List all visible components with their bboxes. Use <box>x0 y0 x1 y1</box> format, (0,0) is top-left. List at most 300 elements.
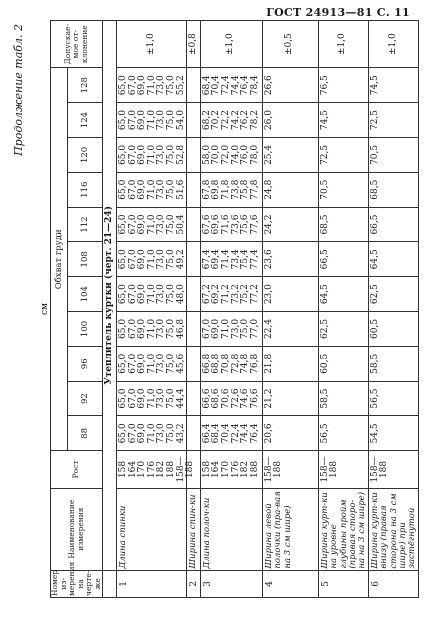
value: 69,0 <box>211 318 222 339</box>
col-header-size: 100 <box>67 312 102 347</box>
rost-value: 182 <box>240 460 251 479</box>
value-cell <box>117 277 187 312</box>
value: 68,2 <box>201 110 212 131</box>
value: 74,8 <box>240 353 251 374</box>
value: 77,6 <box>249 214 260 235</box>
col-header-size: 124 <box>67 103 102 138</box>
value: 67,0 <box>127 284 138 305</box>
value-cell <box>318 68 368 103</box>
value: 71,6 <box>220 214 231 235</box>
value: 74,5 <box>319 110 330 131</box>
value: 55,2 <box>175 75 186 96</box>
value: 70,0 <box>211 144 222 165</box>
table-row <box>200 21 262 598</box>
value: 71,0 <box>146 388 157 409</box>
col-header-size: 96 <box>67 346 102 381</box>
value: 75,0 <box>165 249 176 270</box>
rost-value: 158 <box>201 460 212 479</box>
row-number: 5 <box>318 570 368 597</box>
value-cell <box>318 103 368 138</box>
value: 75,0 <box>165 353 176 374</box>
value-cell <box>200 312 262 347</box>
value: 67,0 <box>127 144 138 165</box>
value: 67,0 <box>201 318 212 339</box>
value: 73,0 <box>156 388 167 409</box>
value: 73,0 <box>156 214 167 235</box>
col-header-rost: Рост <box>51 451 103 488</box>
row-number: 2 <box>187 570 201 597</box>
table-continuation-label: Продолжение табл. 2 <box>12 24 25 156</box>
row-rost <box>262 451 318 488</box>
value-cell <box>200 416 262 451</box>
value: 73,0 <box>156 423 167 444</box>
value-cell <box>318 312 368 347</box>
value: 78,4 <box>249 75 260 96</box>
value: 76,0 <box>240 144 251 165</box>
value-cell <box>262 381 318 416</box>
section-title: Утеплитель куртки (черт. 21—24) <box>103 21 117 571</box>
value: 67,0 <box>127 423 138 444</box>
value: 58,0 <box>201 144 212 165</box>
row-tolerance: ±1,0 <box>117 21 187 68</box>
value: 65,0 <box>118 318 128 339</box>
col-header-name: Наименование измерения <box>51 488 103 570</box>
value: 71,0 <box>146 423 157 444</box>
rost-value: 158 <box>118 460 128 479</box>
value-cell <box>200 242 262 277</box>
value: 70,4 <box>220 423 231 444</box>
value: 72,6 <box>230 388 241 409</box>
value: 60,5 <box>369 318 380 339</box>
value-cell <box>368 242 418 277</box>
value-cell <box>368 207 418 242</box>
value: 71,0 <box>146 318 157 339</box>
value: 70,5 <box>319 179 330 200</box>
value: 54,0 <box>175 110 186 131</box>
value: 67,0 <box>127 110 138 131</box>
value: 67,8 <box>201 179 212 200</box>
rost-value: 158—188 <box>263 456 284 483</box>
value: 75,8 <box>240 179 251 200</box>
value: 74,4 <box>240 423 251 444</box>
value: 72,4 <box>220 75 231 96</box>
col-header-size: 104 <box>67 277 102 312</box>
value-cell <box>117 381 187 416</box>
value-cell <box>187 416 201 451</box>
value-cell <box>117 68 187 103</box>
value: 67,6 <box>201 214 212 235</box>
value: 73,0 <box>156 284 167 305</box>
value: 69,0 <box>137 144 148 165</box>
value: 70,5 <box>369 144 380 165</box>
value: 24,8 <box>263 179 274 200</box>
value: 74,5 <box>369 75 380 96</box>
value: 71,0 <box>146 353 157 374</box>
value: 65,0 <box>118 214 128 235</box>
rost-value: 176 <box>230 460 241 479</box>
value: 75,6 <box>240 214 251 235</box>
value: 67,0 <box>127 249 138 270</box>
value: 64,5 <box>319 284 330 305</box>
value-cell <box>117 312 187 347</box>
table-row <box>262 21 318 598</box>
value: 73,0 <box>156 318 167 339</box>
value: 45,6 <box>175 353 186 374</box>
value: 68,5 <box>369 179 380 200</box>
col-header-group: Обхват груди <box>51 68 68 451</box>
value-cell <box>368 277 418 312</box>
page-header: ГОСТ 24913—81 С. 11 <box>266 6 410 19</box>
value-cell <box>368 68 418 103</box>
row-name: Ширина курт-ки на уровне глубины пройм (правая сторо-на на 3 см шире) <box>318 488 368 570</box>
value-cell <box>318 381 368 416</box>
value: 76,8 <box>249 353 260 374</box>
value: 78,0 <box>249 144 260 165</box>
value-cell <box>262 68 318 103</box>
value-cell <box>200 346 262 381</box>
row-tolerance: ±0,8 <box>187 21 201 68</box>
value: 69,0 <box>137 318 148 339</box>
value: 71,0 <box>146 110 157 131</box>
value-cell <box>200 277 262 312</box>
value: 71,0 <box>146 144 157 165</box>
value-cell <box>262 103 318 138</box>
value-cell <box>262 207 318 242</box>
section-spacer <box>103 570 117 597</box>
value: 68,6 <box>211 388 222 409</box>
value: 69,0 <box>137 179 148 200</box>
value-cell <box>318 172 368 207</box>
value: 67,0 <box>127 214 138 235</box>
value: 68,4 <box>211 423 222 444</box>
row-rost <box>200 451 262 488</box>
value-cell <box>368 416 418 451</box>
value: 71,4 <box>220 249 231 270</box>
value: 75,0 <box>165 284 176 305</box>
value: 65,0 <box>118 144 128 165</box>
value: 23,0 <box>263 284 274 305</box>
value: 60,5 <box>319 353 330 374</box>
value: 75,0 <box>240 318 251 339</box>
value: 56,5 <box>319 423 330 444</box>
value: 67,0 <box>127 179 138 200</box>
rost-value: 158—188 <box>369 456 390 483</box>
rotated-page <box>12 20 418 598</box>
value-cell <box>262 172 318 207</box>
value: 73,4 <box>230 249 241 270</box>
value: 73,0 <box>156 75 167 96</box>
value: 62,5 <box>319 318 330 339</box>
value: 69,6 <box>211 214 222 235</box>
row-name: Ширина спин-ки <box>187 488 201 570</box>
value-cell <box>187 172 201 207</box>
row-name: Ширина курт-ки внизу (правая сторона на 3 см шире) при застёгнутой <box>368 488 418 570</box>
value: 21,2 <box>263 388 274 409</box>
row-tolerance: ±0,5 <box>262 21 318 68</box>
value: 70,2 <box>211 110 222 131</box>
rost-value: 188 <box>249 460 260 479</box>
value: 66,4 <box>201 423 212 444</box>
value: 73,0 <box>156 353 167 374</box>
value-cell <box>187 242 201 277</box>
value: 73,0 <box>156 144 167 165</box>
value: 75,0 <box>165 214 176 235</box>
value: 75,0 <box>165 110 176 131</box>
value: 56,5 <box>369 388 380 409</box>
value-cell <box>318 242 368 277</box>
value-cell <box>117 207 187 242</box>
value: 67,0 <box>127 353 138 374</box>
value-cell <box>368 346 418 381</box>
value: 65,0 <box>118 284 128 305</box>
value-cell <box>262 416 318 451</box>
col-header-size: 92 <box>67 381 102 416</box>
value-cell <box>368 103 418 138</box>
value-cell <box>368 381 418 416</box>
value: 72,2 <box>220 110 231 131</box>
value-cell <box>117 416 187 451</box>
table-row <box>117 21 187 598</box>
table-row <box>318 21 368 598</box>
value: 75,0 <box>165 318 176 339</box>
row-name: Длина спинки <box>117 488 187 570</box>
value-cell <box>187 103 201 138</box>
value: 69,4 <box>211 249 222 270</box>
value: 21,8 <box>263 353 274 374</box>
value: 75,0 <box>165 144 176 165</box>
value: 71,2 <box>220 284 231 305</box>
value: 72,5 <box>319 144 330 165</box>
value: 23,6 <box>263 249 274 270</box>
value: 72,5 <box>369 110 380 131</box>
value: 69,0 <box>137 353 148 374</box>
value: 66,8 <box>201 353 212 374</box>
col-header-tolerance: Допускае-мое от-клонение <box>51 21 103 68</box>
value: 77,4 <box>249 249 260 270</box>
value: 73,2 <box>230 284 241 305</box>
value: 73,6 <box>230 214 241 235</box>
row-rost <box>318 451 368 488</box>
value: 25,4 <box>263 144 274 165</box>
value: 69,0 <box>137 110 148 131</box>
value: 50,4 <box>175 214 186 235</box>
value: 65,0 <box>118 388 128 409</box>
value: 69,0 <box>137 423 148 444</box>
value: 75,0 <box>165 423 176 444</box>
value: 69,0 <box>137 284 148 305</box>
row-name: Длина полоч-ки <box>200 488 262 570</box>
value: 71,0 <box>146 75 157 96</box>
col-header-num: Номер из-мерения на черте-же <box>50 561 102 596</box>
value-cell <box>200 381 262 416</box>
value: 22,4 <box>263 318 274 339</box>
value: 51,6 <box>175 179 186 200</box>
value-cell <box>318 207 368 242</box>
value: 67,0 <box>127 75 138 96</box>
value: 69,2 <box>211 284 222 305</box>
value: 68,4 <box>201 75 212 96</box>
value: 75,0 <box>165 75 176 96</box>
value-cell <box>187 137 201 172</box>
measurements-table <box>50 20 419 598</box>
value: 66,5 <box>369 214 380 235</box>
row-rost <box>117 451 196 488</box>
value: 26,0 <box>263 110 274 131</box>
col-header-size: 128 <box>67 68 102 103</box>
value: 52,8 <box>175 144 186 165</box>
col-header-size: 120 <box>67 137 102 172</box>
value-cell <box>187 277 201 312</box>
value: 73,8 <box>230 179 241 200</box>
value: 58,5 <box>369 353 380 374</box>
value: 65,0 <box>118 75 128 96</box>
row-tolerance: ±1,0 <box>318 21 368 68</box>
value: 78,2 <box>249 110 260 131</box>
table-row <box>368 21 418 598</box>
value-cell <box>318 346 368 381</box>
value: 65,0 <box>118 179 128 200</box>
row-tolerance: ±1,0 <box>368 21 418 68</box>
value: 68,8 <box>211 353 222 374</box>
rost-value: 170 <box>137 460 148 479</box>
value: 69,0 <box>137 75 148 96</box>
units-label: см <box>40 302 50 316</box>
value: 48,0 <box>175 284 186 305</box>
rost-value: 158—188 <box>175 456 196 483</box>
rost-value: 182 <box>156 460 167 479</box>
value: 67,4 <box>201 249 212 270</box>
value: 69,0 <box>137 214 148 235</box>
value: 76,6 <box>249 388 260 409</box>
value: 72,4 <box>230 423 241 444</box>
value: 72,0 <box>220 144 231 165</box>
value-cell <box>117 103 187 138</box>
value-cell <box>200 68 262 103</box>
rost-value: 176 <box>146 460 157 479</box>
row-rost <box>368 451 418 488</box>
value: 75,0 <box>165 179 176 200</box>
row-number: 4 <box>262 570 318 597</box>
value: 73,0 <box>156 249 167 270</box>
value: 65,0 <box>118 353 128 374</box>
row-tolerance: ±1,0 <box>200 21 262 68</box>
value-cell <box>187 346 201 381</box>
value-cell <box>262 242 318 277</box>
row-number: 1 <box>117 570 187 597</box>
value-cell <box>200 137 262 172</box>
value: 74,4 <box>230 75 241 96</box>
value: 67,2 <box>201 284 212 305</box>
value: 77,8 <box>249 179 260 200</box>
rost-value: 170 <box>220 460 231 479</box>
value-cell <box>117 172 187 207</box>
value: 73,0 <box>230 318 241 339</box>
value: 71,0 <box>146 179 157 200</box>
value: 71,0 <box>146 284 157 305</box>
value-cell <box>368 137 418 172</box>
value: 76,4 <box>240 75 251 96</box>
value: 76,2 <box>240 110 251 131</box>
value-cell <box>318 137 368 172</box>
value: 73,0 <box>156 110 167 131</box>
value: 20,6 <box>263 423 274 444</box>
col-header-size: 112 <box>67 207 102 242</box>
value: 72,8 <box>230 353 241 374</box>
value-cell <box>200 172 262 207</box>
value: 66,5 <box>319 249 330 270</box>
value-cell <box>368 172 418 207</box>
col-header-size: 88 <box>67 416 102 451</box>
value: 74,6 <box>240 388 251 409</box>
value: 65,0 <box>118 423 128 444</box>
value-cell <box>262 312 318 347</box>
value: 58,5 <box>319 388 330 409</box>
value: 64,5 <box>369 249 380 270</box>
value: 75,0 <box>165 388 176 409</box>
value-cell <box>187 68 201 103</box>
value: 67,0 <box>127 388 138 409</box>
rost-value: 188 <box>165 460 176 479</box>
value: 76,5 <box>319 75 330 96</box>
value: 43,2 <box>175 423 186 444</box>
value: 62,5 <box>369 284 380 305</box>
value: 69,0 <box>137 388 148 409</box>
value: 67,0 <box>127 318 138 339</box>
value: 74,2 <box>230 110 241 131</box>
row-number: 6 <box>368 570 418 597</box>
value-cell <box>117 242 187 277</box>
col-header-size: 116 <box>67 172 102 207</box>
value: 70,8 <box>220 353 231 374</box>
value: 69,8 <box>211 179 222 200</box>
value-cell <box>262 346 318 381</box>
value-cell <box>318 416 368 451</box>
value: 77,2 <box>249 284 260 305</box>
value: 77,0 <box>249 318 260 339</box>
value-cell <box>117 346 187 381</box>
value: 24,2 <box>263 214 274 235</box>
value: 49,2 <box>175 249 186 270</box>
value: 69,0 <box>137 249 148 270</box>
value: 71,8 <box>220 179 231 200</box>
value: 44,4 <box>175 388 186 409</box>
value: 65,0 <box>118 110 128 131</box>
value: 75,4 <box>240 249 251 270</box>
value-cell <box>200 103 262 138</box>
col-header-size: 108 <box>67 242 102 277</box>
table-row <box>187 21 201 598</box>
value-cell <box>368 312 418 347</box>
value: 26,6 <box>263 75 274 96</box>
value: 73,0 <box>156 179 167 200</box>
rost-value: 158—188 <box>319 456 340 483</box>
value-cell <box>318 277 368 312</box>
row-name: Ширина левой полочки (пра-вая на 3 см шире) <box>262 488 318 570</box>
rost-value: 164 <box>127 460 138 479</box>
value-cell <box>117 137 187 172</box>
value: 54,5 <box>369 423 380 444</box>
value-cell <box>187 381 201 416</box>
value: 71,0 <box>220 318 231 339</box>
value-cell <box>262 137 318 172</box>
value-cell <box>200 207 262 242</box>
value: 70,6 <box>220 388 231 409</box>
value: 75,2 <box>240 284 251 305</box>
row-number: 3 <box>200 570 262 597</box>
value: 71,0 <box>146 214 157 235</box>
value: 70,4 <box>211 75 222 96</box>
value: 66,6 <box>201 388 212 409</box>
